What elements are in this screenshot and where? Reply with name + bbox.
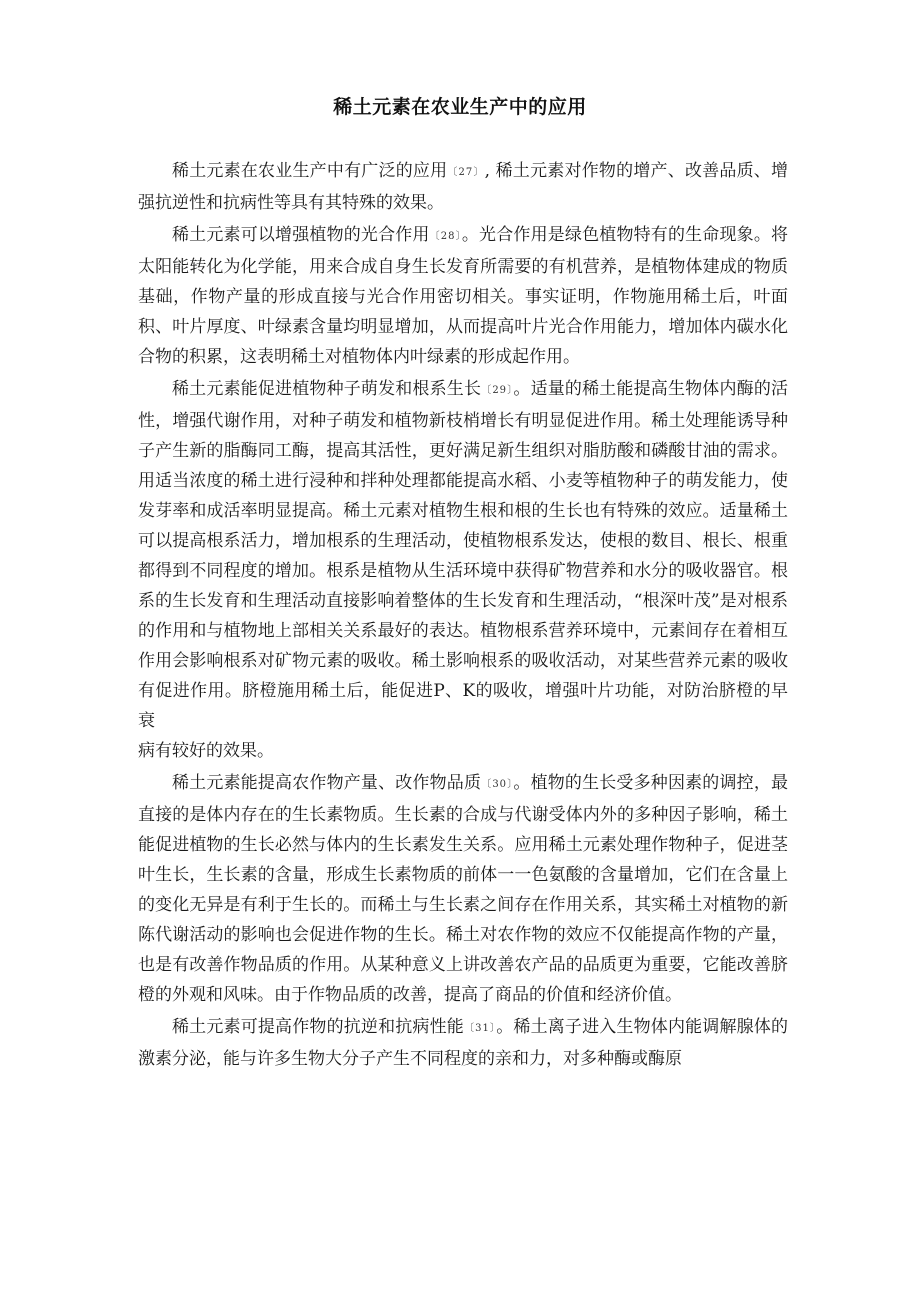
- citation-29: 〔29〕: [481, 385, 514, 396]
- paragraph-4: [138, 768, 788, 1010]
- paragraph-3: [138, 374, 788, 766]
- paragraph-3-text-cont: 。适量的稀土能提高生物体内酶的活性，增强代谢作用，对种子萌发和植物新枝梢增长有明显促进作用。稀土处理能诱导种子产生新的脂酶同工酶，提高其活性，更好满足新生组织对脂肪酸和磷酸甘油的需求。用适当浓度的稀土进行浸种和拌种处理都能提高水稻、小麦等植物种子的萌发能力，使发芽率和成活率明显提高。稀土元素对植物生根和根的生长也有特殊的效应。适量稀土可以提高根系活力，增加根系的生理活动，使植物根系发达，使根的数目、根长、根重都得到不同程度的增加。根系是植物从生活环境中获得矿物营养和水分的吸收器官。根系的生长发育和生理活动直接影响着整体的生长发育和生理活动，“根深叶茂”是对根系的作用和与植物地上部相关关系最好的表达。植物根系营养环境中，元素间存在着相互作用会影响根系对矿物元素的吸收。稀土影响根系的吸收活动，对某些营养元素的吸收有促进作用。脐橙施用稀土后，能促进P、K的吸收，增强叶片功能，对防治脐橙的早衰: [138, 379, 789, 731]
- paragraph-1: [138, 156, 788, 218]
- document-title: 稀土元素在农业生产中的应用: [333, 96, 587, 118]
- paragraph-4-text: 稀土元素能提高农作物产量、改作物品质: [172, 773, 482, 793]
- paragraph-5-text-cont: 。稀土离子进入生物体内能调解腺体的激素分泌，能与许多生物大分子产生不同程度的亲和力，对多种酶或酶原: [138, 1017, 789, 1069]
- citation-30: 〔30〕: [481, 779, 514, 790]
- citation-27: 〔27〕: [447, 167, 485, 178]
- paragraph-4-text-cont: 。植物的生长受多种因素的调控，最直接的是体内存在的生长素物质。生长素的合成与代谢受体内外的多种因子影响，稀土能促进植物的生长必然与体内的生长素发生关系。应用稀土元素处理作物种子，促进茎叶生长，生长素的含量，形成生长素物质的前体一一色氨酸的含量增加，它们在含量上的变化无异是有利于生长的。而稀土与生长素之间存在作用关系，其实稀土对植物的新陈代谢活动的影响也会促进作物的生长。稀土对农作物的效应不仅能提高作物的产量，也是有改善作物品质的作用。从某种意义上讲改善农产品的品质更为重要，它能改善脐橙的外观和风味。由于作物品质的改善，提高了商品的价值和经济价值。: [138, 773, 789, 1005]
- paragraph-3-tail: 病有较好的效果。: [138, 741, 274, 761]
- document-body: [138, 156, 788, 1074]
- paragraph-2-text: 稀土元素可以增强植物的光合作用: [172, 225, 430, 245]
- paragraph-2: [138, 220, 788, 372]
- paragraph-5: [138, 1012, 788, 1074]
- citation-31: 〔31〕: [463, 1023, 497, 1034]
- paragraph-1-text-cont: , 稀土元素对作物的增产、改善品质、增强抗逆性和抗病性等具有其特殊的效果。: [138, 161, 788, 213]
- paragraph-3-text: 稀土元素能促进植物种子萌发和根系生长: [172, 379, 482, 399]
- citation-28: 〔28〕: [429, 231, 462, 242]
- paragraph-2-text-cont: 。光合作用是绿色植物特有的生命现象。将太阳能转化为化学能，用来合成自身生长发育所需要的有机营养，是植物体建成的物质基础，作物产量的形成直接与光合作用密切相关。事实证明，作物施用稀土后，叶面积、叶片厚度、叶绿素含量均明显增加，从而提高叶片光合作用能力，增加体内碳水化合物的积累，这表明稀土对植物体内叶绿素的形成起作用。: [138, 225, 789, 367]
- paragraph-5-text: 稀土元素可提高作物的抗逆和抗病性能: [172, 1017, 464, 1037]
- paragraph-1-text: 稀土元素在农业生产中有广泛的应用: [172, 161, 448, 181]
